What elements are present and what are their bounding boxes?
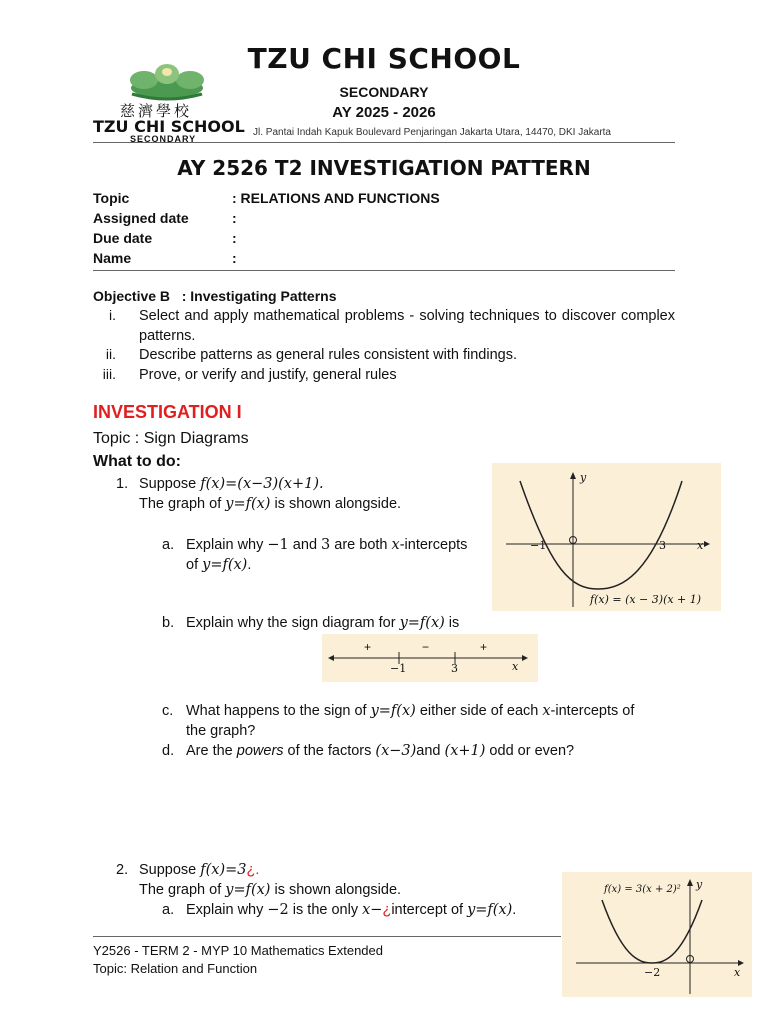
meta-name-value: : [232,250,237,266]
text: The graph of [139,882,226,898]
question-2-suppose [139,860,259,880]
document-title: AY 2526 T2 INVESTIGATION PATTERN [177,156,591,180]
sign-plus-right: + [480,640,488,654]
graph-2-figure [562,872,752,997]
meta-assigned-value: : [232,210,237,226]
question-1d-text [186,741,574,761]
question-1a-line2 [186,555,251,575]
investigation-topic: Topic : Sign Diagrams [93,430,249,447]
math: y=f(x) [467,902,513,918]
meta-name-label: Name [93,250,132,266]
text: intercept of [391,902,468,918]
math: y=f(x) [225,496,271,512]
part-label: d. [162,743,175,759]
question-number: 1. [116,476,129,492]
meta-due-value: : [232,230,237,246]
sign-axis-arrow-icon [522,655,528,661]
objective-item: Describe patterns as general rules consistent with findings. [139,347,517,363]
footer-line-2: Topic: Relation and Function [93,961,258,976]
intercept-left-label: −1 [530,539,547,552]
objective-heading: Objective B : Investigating Patterns [93,288,337,304]
text: Explain why [186,902,268,918]
sign-point-left: −1 [390,662,407,675]
question-1c-line2: the graph? [186,723,256,739]
text: of the factors [283,743,376,759]
question-1-graph-line [139,494,401,514]
math: −1 [267,537,289,553]
logo-school-name: TZU CHI SCHOOL [93,117,245,136]
text: -intercepts [399,537,468,553]
question-number: 2. [116,862,129,878]
text: Suppose [139,862,201,878]
math: f(x)=(x−3)(x+1). [200,476,324,492]
footer-divider [93,936,561,937]
sign-axis-label: x [512,660,519,673]
division-label: SECONDARY [339,84,429,100]
investigation-heading: INVESTIGATION I [93,402,242,422]
graph-1-figure [492,463,721,611]
meta-due-label: Due date [93,230,153,246]
x-axis-arrow-icon [704,541,710,547]
emphasis: powers [236,743,284,759]
y-axis-arrow-icon [687,879,693,886]
math: x [542,703,551,719]
text: . [512,902,517,918]
question-1-suppose [139,474,324,494]
math: x− [362,902,383,918]
math: y=f(x) [202,557,248,573]
text: and [288,537,322,553]
sign-axis-arrow-left-icon [328,655,334,661]
objective-item: Select and apply mathematical problems - solving techniques to discover complex patterns. [139,308,675,344]
question-2a-text [186,900,516,920]
sign-diagram-figure [322,634,538,682]
text: is the only [288,902,363,918]
sign-point-right: 3 [451,662,458,675]
sign-plus-left: + [364,640,372,654]
school-name: TZU CHI SCHOOL [247,42,521,75]
meta-assigned-label: Assigned date [93,210,189,226]
sign-minus-middle: − [422,640,430,654]
text: and [416,743,445,759]
intercept-right-label: 3 [659,539,666,552]
text: Suppose [139,476,201,492]
math: −2 [267,902,289,918]
question-1b-text [186,613,459,633]
x-axis-label: x [734,966,741,979]
text: -intercepts of [550,703,635,719]
math: f(x)=3 [200,862,247,878]
text: odd or even? [485,743,575,759]
meta-topic-label: Topic [93,190,130,206]
part-label: b. [162,615,175,631]
text: The graph of [139,496,226,512]
x-axis-label: x [697,539,704,552]
meta-topic-value: : RELATIONS AND FUNCTIONS [232,190,440,206]
part-label: c. [162,703,174,719]
y-axis-label: y [696,878,703,891]
question-1c-text [186,701,634,721]
objective-num: i. [109,307,116,323]
header-divider [93,142,675,143]
logo-chinese-text: 慈濟學校 [120,102,193,120]
text: either side of each [415,703,543,719]
academic-year: AY 2025 - 2026 [332,104,436,121]
text: Explain why [186,537,268,553]
graph-2-caption: f(x) = 3(x + 2)² [604,884,681,895]
school-address: Jl. Pantai Indah Kapuk Boulevard Penjaringan Jakarta Utara, 14470, DKI Jakarta [253,127,611,138]
math: 3 [321,537,331,553]
question-1a-text [186,535,467,555]
part-label: a. [162,902,175,918]
objective-item: Prove, or verify and justify, general rules [139,367,397,383]
text: What happens to the sign of [186,703,371,719]
text: is shown alongside. [270,882,402,898]
math: y=f(x) [225,882,271,898]
text: of [186,557,203,573]
objective-num: iii. [102,366,116,382]
text: . [247,557,252,573]
y-axis-label: y [580,471,587,484]
math: x [391,537,400,553]
text: Are the [186,743,237,759]
text: is [444,615,460,631]
text: Explain why the sign diagram for [186,615,400,631]
parabola-curve [602,900,702,963]
math: (x−3) [375,743,417,759]
y-axis-arrow-icon [570,472,576,479]
parabola-curve [520,481,682,589]
math: y=f(x) [399,615,445,631]
objective-num: ii. [105,346,116,362]
text: are both [330,537,392,553]
error-glyph: ¿. [246,862,260,878]
what-to-do-heading: What to do: [93,453,181,470]
text: is shown alongside. [270,496,402,512]
logo-division: SECONDARY [130,134,197,142]
footer-line-1: Y2526 - TERM 2 - MYP 10 Mathematics Extended [93,943,383,958]
math: (x+1) [444,743,486,759]
intercept-label: −2 [644,966,661,979]
graph-1-caption: f(x) = (x − 3)(x + 1) [590,593,702,606]
meta-divider [93,270,675,271]
math: y=f(x) [370,703,416,719]
error-glyph: ¿ [382,902,392,918]
part-label: a. [162,537,175,553]
question-2-graph-line [139,880,401,900]
